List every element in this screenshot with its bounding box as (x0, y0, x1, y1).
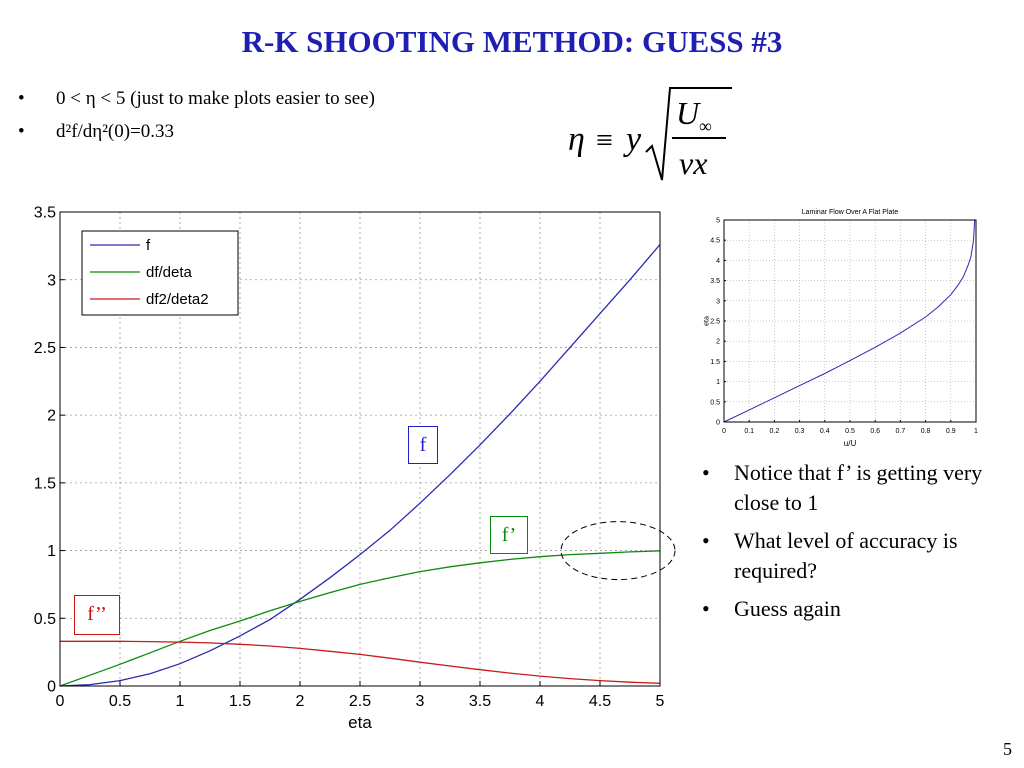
y-tick-label: 5 (716, 217, 720, 225)
bullet-text: d²f/dη²(0)=0.33 (56, 121, 175, 142)
x-tick-label: 0 (722, 428, 726, 435)
y-tick-label: 2 (716, 338, 720, 346)
formula-y: y (626, 121, 642, 158)
y-tick-label: 0.5 (710, 399, 720, 407)
bullet-notice (696, 458, 1016, 518)
y-tick-label: 1.5 (710, 358, 720, 366)
y-tick-label: 3.5 (33, 204, 56, 222)
bullet-text: Guess again (734, 596, 841, 621)
bullet-dot: • (702, 528, 710, 553)
x-tick-label: 0.9 (945, 428, 956, 435)
x-tick-label: 5 (655, 693, 665, 710)
x-tick-label: 2.5 (348, 693, 372, 710)
legend-label: df2/deta2 (146, 291, 209, 308)
formula-denominator: νx (679, 145, 708, 181)
bullet-text: 0 < η < 5 (just to make plots easier to see) (56, 88, 375, 109)
eta-definition-formula (566, 84, 736, 184)
x-tick-label: 0.6 (870, 428, 881, 435)
x-tick-label: 0.7 (895, 428, 906, 435)
y-tick-label: 3.5 (710, 278, 720, 286)
bullet-dot: • (702, 596, 710, 621)
page-number: 5 (1003, 739, 1012, 759)
slide-title: R-K SHOOTING METHOD: GUESS #3 (241, 24, 783, 59)
x-axis-label: eta (348, 713, 372, 732)
x-tick-label: 0.3 (794, 428, 805, 435)
formula-subscript: ∞ (699, 116, 712, 136)
y-tick-label: 4 (716, 257, 720, 265)
y-tick-label: 0 (716, 419, 720, 427)
bullet-text: Notice that f’ is getting very close to 1 (734, 460, 983, 515)
fp-curve-label: f’ (490, 516, 528, 554)
formula-equiv: ≡ (596, 124, 613, 157)
f-curve-label: f (408, 426, 438, 464)
bullet-dot: • (702, 460, 710, 485)
y-tick-label: 2.5 (710, 318, 720, 326)
y-axis-label: eta (703, 316, 711, 326)
x-tick-label: 0.5 (108, 693, 132, 710)
x-tick-label: 0 (55, 693, 65, 710)
y-tick-label: 4.5 (710, 237, 720, 245)
x-tick-label: 1 (175, 693, 185, 710)
bullet-text: What level of accuracy is required? (734, 528, 958, 583)
formula-eta: η (568, 121, 585, 158)
x-tick-label: 1.5 (228, 693, 252, 710)
x-tick-label: 2 (295, 693, 305, 710)
x-tick-label: 0.4 (819, 428, 830, 435)
y-tick-label: 2.5 (33, 340, 56, 358)
fpp-curve-label: f’’ (74, 595, 120, 635)
legend-label: df/deta (146, 264, 192, 281)
legend-label: f (146, 237, 151, 254)
x-tick-label: 4 (535, 693, 545, 710)
x-tick-label: 3 (415, 693, 425, 710)
main-chart-legend (82, 231, 238, 315)
bullet-dot: • (18, 88, 25, 109)
rk-solution-chart (0, 196, 690, 746)
chart-title: Laminar Flow Over A Flat Plate (801, 209, 899, 216)
inset-chart-grid (724, 220, 976, 422)
formula-numerator: U (676, 95, 700, 131)
y-tick-label: 0.5 (33, 610, 56, 628)
y-tick-label: 1 (716, 379, 720, 387)
y-tick-label: 0 (47, 678, 56, 696)
x-tick-label: 3.5 (468, 693, 492, 710)
y-tick-label: 3 (716, 298, 720, 306)
x-tick-label: 1 (974, 428, 978, 435)
right-bullet-list (696, 458, 1016, 632)
x-tick-label: 0.8 (920, 428, 931, 435)
x-axis-label: u/U (843, 439, 857, 448)
bullet-dot: • (18, 121, 25, 142)
bullet-initial-guess (18, 119, 375, 152)
y-tick-label: 1 (47, 543, 56, 561)
y-tick-label: 2 (47, 407, 56, 425)
top-bullet-list (18, 86, 375, 152)
bullet-accuracy (696, 526, 1016, 586)
x-tick-label: 0.2 (769, 428, 780, 435)
bullet-eta-range (18, 86, 375, 119)
blasius-profile-chart (690, 202, 990, 448)
y-tick-label: 3 (47, 272, 56, 290)
x-tick-label: 0.5 (845, 428, 855, 435)
bullet-guess-again (696, 594, 1016, 624)
y-tick-label: 1.5 (33, 475, 56, 493)
x-tick-label: 4.5 (588, 693, 612, 710)
x-tick-label: 0.1 (744, 428, 755, 435)
